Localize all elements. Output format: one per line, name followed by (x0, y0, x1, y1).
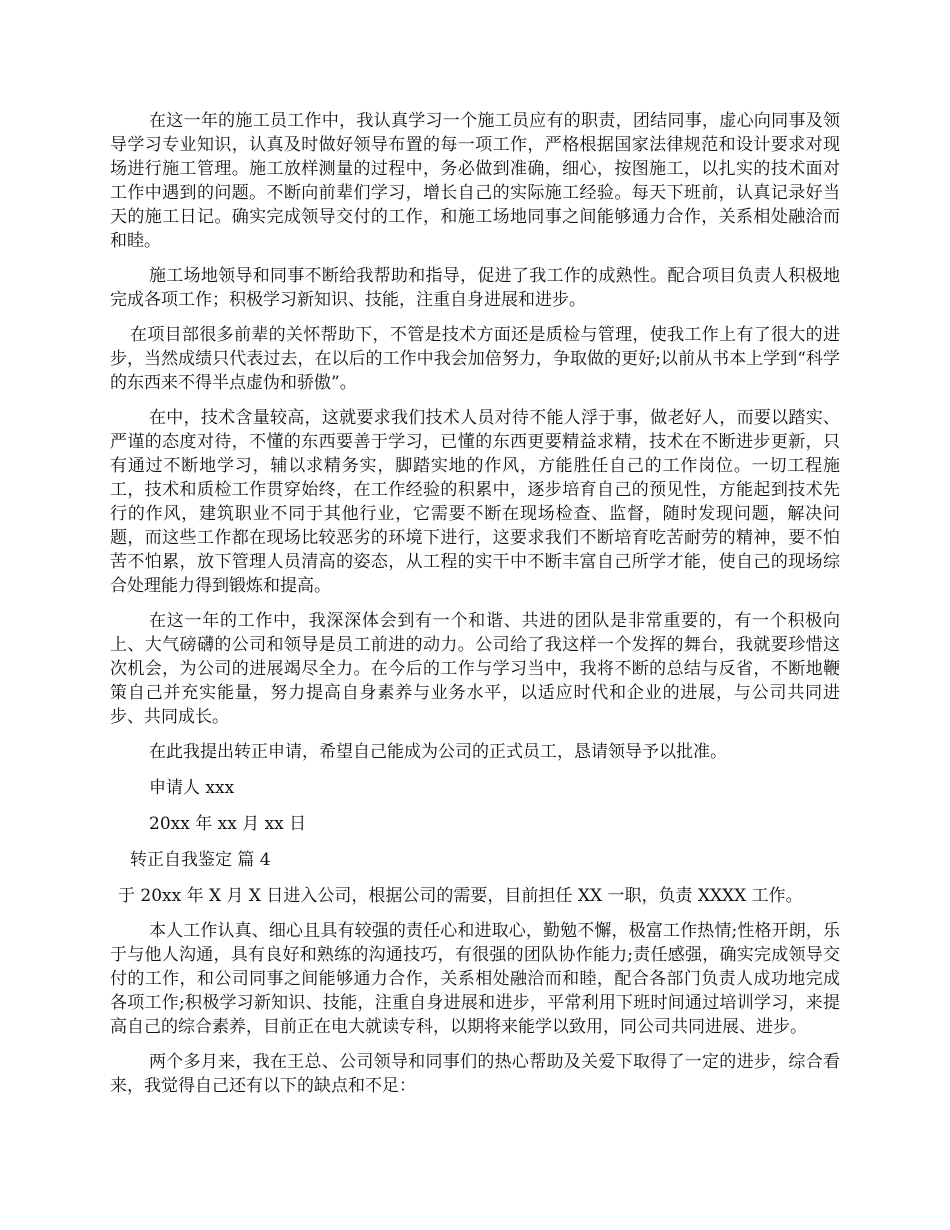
paragraph-progress: 在项目部很多前辈的关怀帮助下，不管是技术方面还是质检与管理，使我工作上有了很大的进步，当然成绩只代表过去，在以后的工作中我会加倍努力，争取做的更好;以前从书本上学到“科学的东西来不得半点虚伪和骄傲”。 (110, 325, 840, 393)
paragraph-guidance: 施工场地领导和同事不断给我帮助和指导，促进了我工作的成熟性。配合项目负责人积极地完成各项工作；积极学习新知识、技能，注重自身进展和进步。 (110, 266, 840, 310)
paragraph-self-assessment: 本人工作认真、细心且具有较强的责任心和进取心，勤勉不懈，极富工作热情;性格开朗，乐于与他人沟通，具有良好和熟练的沟通技巧，有很强的团队协作能力;责任感强，确实完成领导交付的工作，和公司同事之间能够通力合作，关系相处融洽而和睦，配合各部门负责人成功地完成各项工作;积极学习新知识、技能，注重自身进展和进步，平常利用下班时间通过培训学习，来提高自己的综合素养，目前正在电大就读专科，以期将来能学以致用，同公司共同进展、进步。 (110, 921, 840, 1037)
document-page (110, 109, 840, 1109)
applicant-signature: 申请人 xxx (149, 778, 235, 798)
paragraph-shortcomings-intro: 两个多月来，我在王总、公司领导和同事们的热心帮助及关爱下取得了一定的进步，综合看来，我觉得自己还有以下的缺点和不足： (110, 1052, 840, 1096)
paragraph-work-summary: 在这一年的施工员工作中，我认真学习一个施工员应有的职责，团结同事，虚心向同事及领导学习专业知识，认真及时做好领导布置的每一项工作，严格根据国家法律规范和设计要求对现场进行施工管理。施工放样测量的过程中，务必做到准确，细心，按图施工，以扎实的技术面对工作中遇到的问题。不断向前辈们学习，增长自己的实际施工经验。每天下班前，认真记录好当天的施工日记。确实完成领导交付的工作，和施工场地同事之间能够通力合作，关系相处融洽而和睦。 (110, 111, 840, 251)
signature-date: 20xx 年 xx 月 xx 日 (149, 814, 307, 834)
section-heading: 转正自我鉴定 篇 4 (130, 850, 271, 870)
paragraph-technical-requirements: 在中，技术含量较高，这就要求我们技术人员对待不能人浮于事，做老好人，而要以踏实、严谨的态度对待，不懂的东西要善于学习，已懂的东西更要精益求精，技术在不断进步更新，只有通过不断地学习，辅以求精务实，脚踏实地的作风，方能胜任自己的工作岗位。一切工程施工，技术和质检工作贯穿始终，在工作经验的积累中，逐步培育自己的预见性，方能起到技术先行的作风，建筑职业不同于其他行业，它需要不断在现场检查、监督，随时发现问题，解决问题，而这些工作都在现场比较恶劣的环境下进行，这要求我们不断培育吃苦耐劳的精神，要不怕苦不怕累，放下管理人员清高的姿态，从工程的实干中不断丰富自己所学才能，使自己的现场综合处理能力得到锻炼和提高。 (110, 408, 840, 596)
paragraph-team-reflection: 在这一年的工作中，我深深体会到有一个和谐、共进的团队是非常重要的，有一个积极向上、大气磅礴的公司和领导是员工前进的动力。公司给了我这样一个发挥的舞台，我就要珍惜这次机会，为公司的进展竭尽全力。在今后的工作与学习当中，我将不断的总结与反省，不断地鞭策自己并充实能量，努力提高自身素养与业务水平，以适应时代和企业的进展，与公司共同进步、共同成长。 (110, 611, 840, 727)
paragraph-joining-info: 于 20xx 年 X 月 X 日进入公司，根据公司的需要，目前担任 XX 一职，负责 XXXX 工作。 (118, 886, 803, 906)
paragraph-application-request: 在此我提出转正申请，希望自己能成为公司的正式员工，恳请领导予以批准。 (149, 742, 727, 762)
